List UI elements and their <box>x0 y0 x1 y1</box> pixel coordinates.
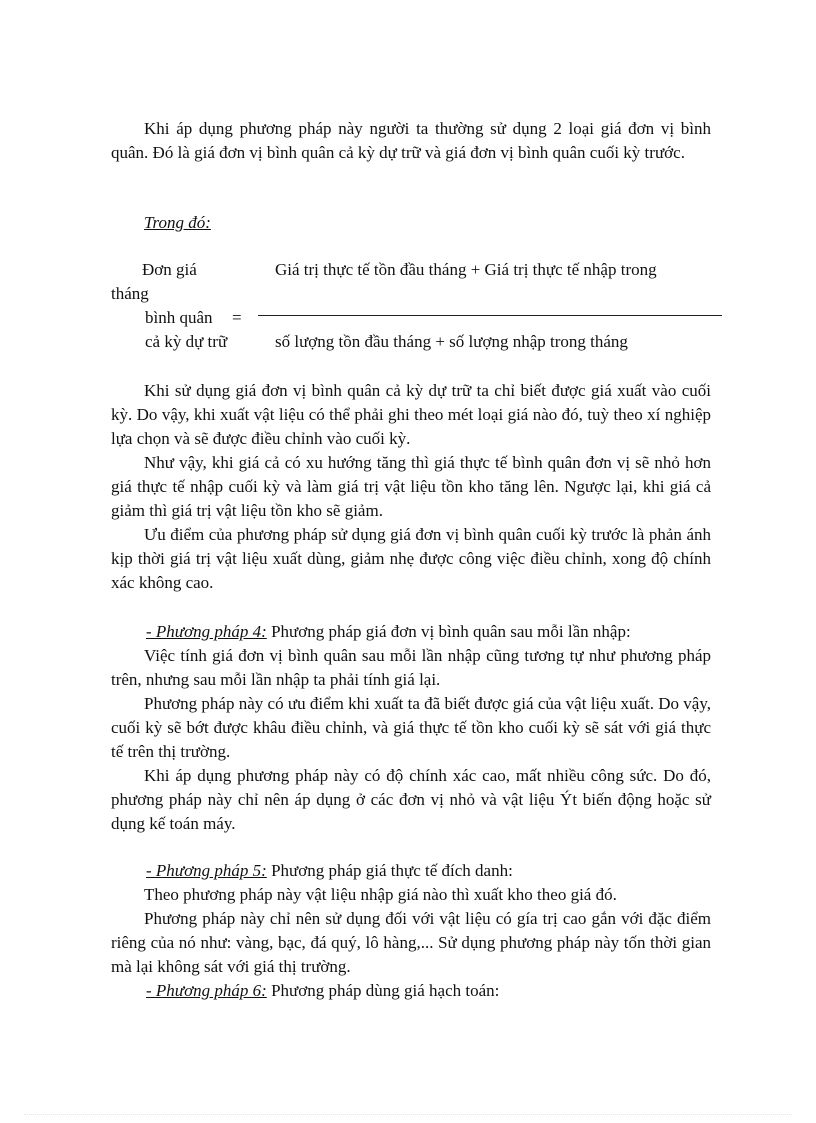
formula-left-line2: tháng <box>111 284 149 303</box>
method-5-label: - Phương pháp 5: <box>146 861 267 880</box>
paragraph: Khi áp dụng phương pháp này có độ chính xác cao, mất nhiều công sức. Do đó, phương pháp này chỉ nên áp dụng ở các đơn vị nhỏ và vật liệu Ýt biến động hoặc sử dụng kế toán máy. <box>111 766 711 833</box>
intro-paragraph: Khi áp dụng phương pháp này người ta thường sử dụng 2 loại giá đơn vị bình quân. Đó là giá đơn vị bình quân cả kỳ dự trữ và giá đơn vị bình quân cuối kỳ trước. <box>111 119 711 162</box>
formula-left-line1: Đơn giá <box>142 260 197 279</box>
formula-denominator: số lượng tồn đầu tháng + số lượng nhập trong tháng <box>275 332 628 351</box>
paragraph: Việc tính giá đơn vị bình quân sau mỗi lần nhập cũng tương tự như phương pháp trên, nhưng sau mỗi lần nhập ta phải tính giá lại. <box>111 646 711 689</box>
method-6-label: - Phương pháp 6: <box>146 981 267 1000</box>
paragraph: Phương pháp này có ưu điểm khi xuất ta đã biết được giá của vật liệu xuất. Do vậy, cuối kỳ sẽ bớt được khâu điều chỉnh, và giá thực tế tồn kho cuối kỳ sẽ sát với giá thực tế trên thị trường. <box>111 694 711 761</box>
method-4-label: - Phương pháp 4: <box>146 622 267 641</box>
paragraph: Phương pháp này chỉ nên sử dụng đối với vật liệu có gía trị cao gắn với đặc điểm riêng của nó như: vàng, bạc, đá quý, lô hàng,... Sử dụng phương pháp này tốn thời gian mà lại không sát với giá thị trường. <box>111 909 711 976</box>
paragraph: Như vậy, khi giá cả có xu hướng tăng thì giá thực tế bình quân đơn vị sẽ nhỏ hơn giá thực tế nhập cuối kỳ và làm giá trị vật liệu tồn kho tăng lên. Ngược lại, khi giá cả giảm thì giá trị vật liệu tồn kho sẽ giảm. <box>111 453 711 520</box>
page-bottom-rule <box>24 1114 792 1115</box>
fraction-line <box>258 315 722 316</box>
formula-left-line3: bình quân <box>145 308 213 327</box>
paragraph: Khi sử dụng giá đơn vị bình quân cả kỳ dự trữ ta chỉ biết được giá xuất vào cuối kỳ. Do vậy, khi xuất vật liệu có thể phải ghi theo mét loại giá nào đó, tuỳ theo xí nghiệp lựa chọn và sẽ được điều chỉnh vào cuối kỳ. <box>111 381 711 448</box>
section-method-5 <box>111 859 711 1003</box>
trong-do-heading <box>111 211 711 235</box>
trong-do-label: Trong đó: <box>144 213 211 232</box>
section-method-4 <box>111 620 711 836</box>
method-4-heading <box>111 620 711 644</box>
method-5-heading <box>111 859 711 883</box>
section-average-price-notes <box>111 379 711 595</box>
formula-equals-sign: = <box>232 308 242 327</box>
method-5-title: Phương pháp giá thực tế đích danh: <box>266 861 513 880</box>
method-6-heading <box>111 979 711 1003</box>
formula-left-line4: cả kỳ dự trữ <box>145 332 228 351</box>
average-price-formula <box>111 258 731 358</box>
method-4-title: Phương pháp giá đơn vị bình quân sau mỗi lần nhập: <box>266 622 631 641</box>
formula-numerator: Giá trị thực tế tồn đầu tháng + Giá trị thực tế nhập trong <box>275 260 657 279</box>
paragraph: Theo phương pháp này vật liệu nhập giá nào thì xuất kho theo giá đó. <box>144 885 617 904</box>
method-6-title: Phương pháp dùng giá hạch toán: <box>266 981 500 1000</box>
paragraph: Ưu điểm của phương pháp sử dụng giá đơn vị bình quân cuối kỳ trước là phản ánh kịp thời giá trị vật liệu xuất dùng, giảm nhẹ được công việc điều chỉnh, xong độ chính xác không cao. <box>111 525 711 592</box>
